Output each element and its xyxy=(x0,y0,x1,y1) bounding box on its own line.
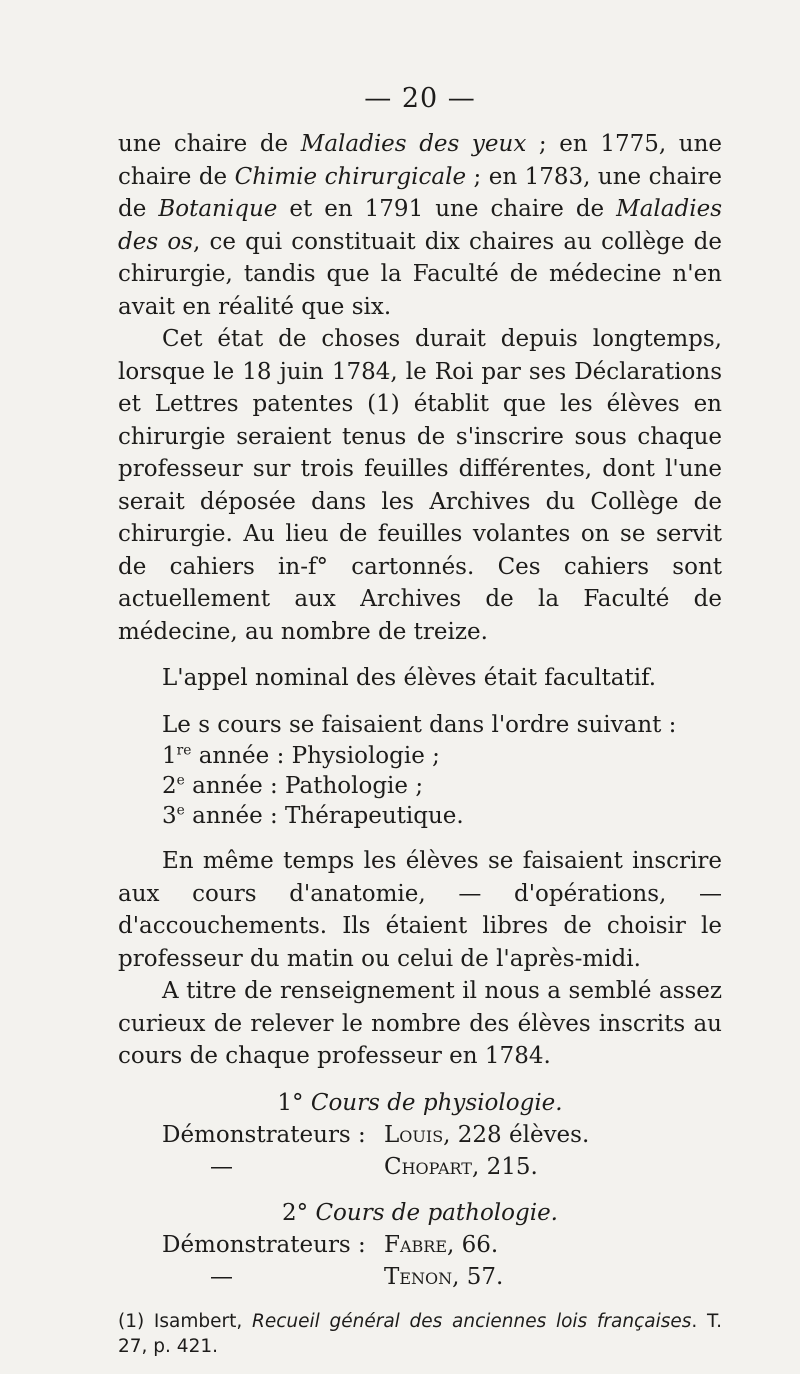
year-list xyxy=(118,741,722,831)
paragraph-2: Cet état de choses durait depuis longtemps, lorsque le 18 juin 1784, le Roi par ses Déclarations et Lettres patentes (1) établit que les élèves en chirurgie seraient tenus de s'inscrire sous chaque professeur sur trois feuilles différentes, dont l'une serait déposée dans les Archives du Collège de chirurgie. Au lieu de feuilles volantes on se servit de cahiers in-f° cartonnés. Ces cahiers sont actuellement aux Archives de la Faculté de médecine, au nombre de treize. xyxy=(118,326,722,645)
section-title: Cours de pathologie. xyxy=(315,1199,558,1226)
paragraph-4: Le s cours se faisaient dans l'ordre suivant : xyxy=(162,711,677,738)
section-title: Cours de physiologie. xyxy=(310,1089,563,1116)
demonstrator-name: Fabre xyxy=(384,1231,447,1258)
demonstrator-row xyxy=(118,1261,722,1293)
demonstrator-name: Chopart xyxy=(384,1153,472,1180)
section-number: 2° xyxy=(281,1199,309,1226)
paragraph-5: En même temps les élèves se faisaient inscrire aux cours d'anatomie, — d'opérations, — d'accouchements. Ils étaient libres de choisir le professeur du matin ou celui de l'après-midi. xyxy=(118,848,722,972)
student-count: , 57. xyxy=(452,1263,504,1290)
text: , ce qui constituait dix chaires au collège de chirurgie, tandis que la Faculté de médecine n'en avait en réalité que six. xyxy=(118,228,722,320)
demonstrator-name: Louis xyxy=(384,1121,444,1148)
list-item xyxy=(162,771,722,801)
item-number: 3 xyxy=(162,803,177,829)
item-sup: e xyxy=(176,802,185,819)
paragraph-1 xyxy=(118,128,722,323)
section-number: 1° xyxy=(277,1089,304,1116)
italic-text: Botanique xyxy=(158,196,278,222)
item-text: année : Physiologie ; xyxy=(191,743,440,769)
text: ; en 1775, une chaire de xyxy=(118,131,723,190)
list-item xyxy=(162,801,722,831)
student-count: , 66. xyxy=(447,1231,499,1258)
text: ; en 1783, une chaire de xyxy=(118,163,722,222)
text: une chaire de xyxy=(118,131,301,157)
paragraph-6: A titre de renseignement il nous a semblé assez curieux de relever le nombre des élèves inscrits au cours de chaque professeur en 1784. xyxy=(118,978,722,1069)
demonstrator-row xyxy=(118,1151,722,1183)
footnote-text: . T. 27, p. 421. xyxy=(118,1310,722,1357)
ditto-dash: — xyxy=(210,1263,233,1290)
item-text: année : Thérapeutique. xyxy=(184,803,464,829)
italic-text: Maladies des yeux xyxy=(300,131,527,157)
item-sup: e xyxy=(176,772,185,789)
italic-text: Maladies des os xyxy=(118,196,722,255)
ditto-dash: — xyxy=(210,1153,233,1180)
italic-text: Chimie chirurgicale xyxy=(234,163,467,190)
student-count: , 215. xyxy=(471,1153,538,1180)
page xyxy=(118,84,722,1359)
paragraph-3: L'appel nominal des élèves était facultatif. xyxy=(162,665,657,691)
demonstrators-label: Démonstrateurs : xyxy=(162,1121,366,1148)
section-heading-pathologie xyxy=(118,1197,722,1229)
footnote xyxy=(118,1309,722,1359)
demonstrator-name: Tenon xyxy=(384,1263,453,1290)
footnote-title: Recueil général des anciennes lois françaises xyxy=(251,1310,692,1332)
page-number: — 20 — xyxy=(364,83,476,114)
demonstrators-label: Démonstrateurs : xyxy=(162,1231,366,1258)
item-sup: re xyxy=(176,742,192,759)
item-text: année : Pathologie ; xyxy=(184,773,424,799)
item-number: 1 xyxy=(162,743,177,769)
demonstrator-row xyxy=(118,1229,722,1261)
student-count: , 228 élèves. xyxy=(443,1121,590,1148)
section-heading-physiologie xyxy=(118,1087,722,1119)
text: et en 1791 une chaire de xyxy=(277,196,617,222)
demonstrator-row xyxy=(118,1119,722,1151)
footnote-text: (1) Isambert, xyxy=(118,1310,252,1332)
list-item xyxy=(162,741,722,771)
item-number: 2 xyxy=(162,773,177,799)
